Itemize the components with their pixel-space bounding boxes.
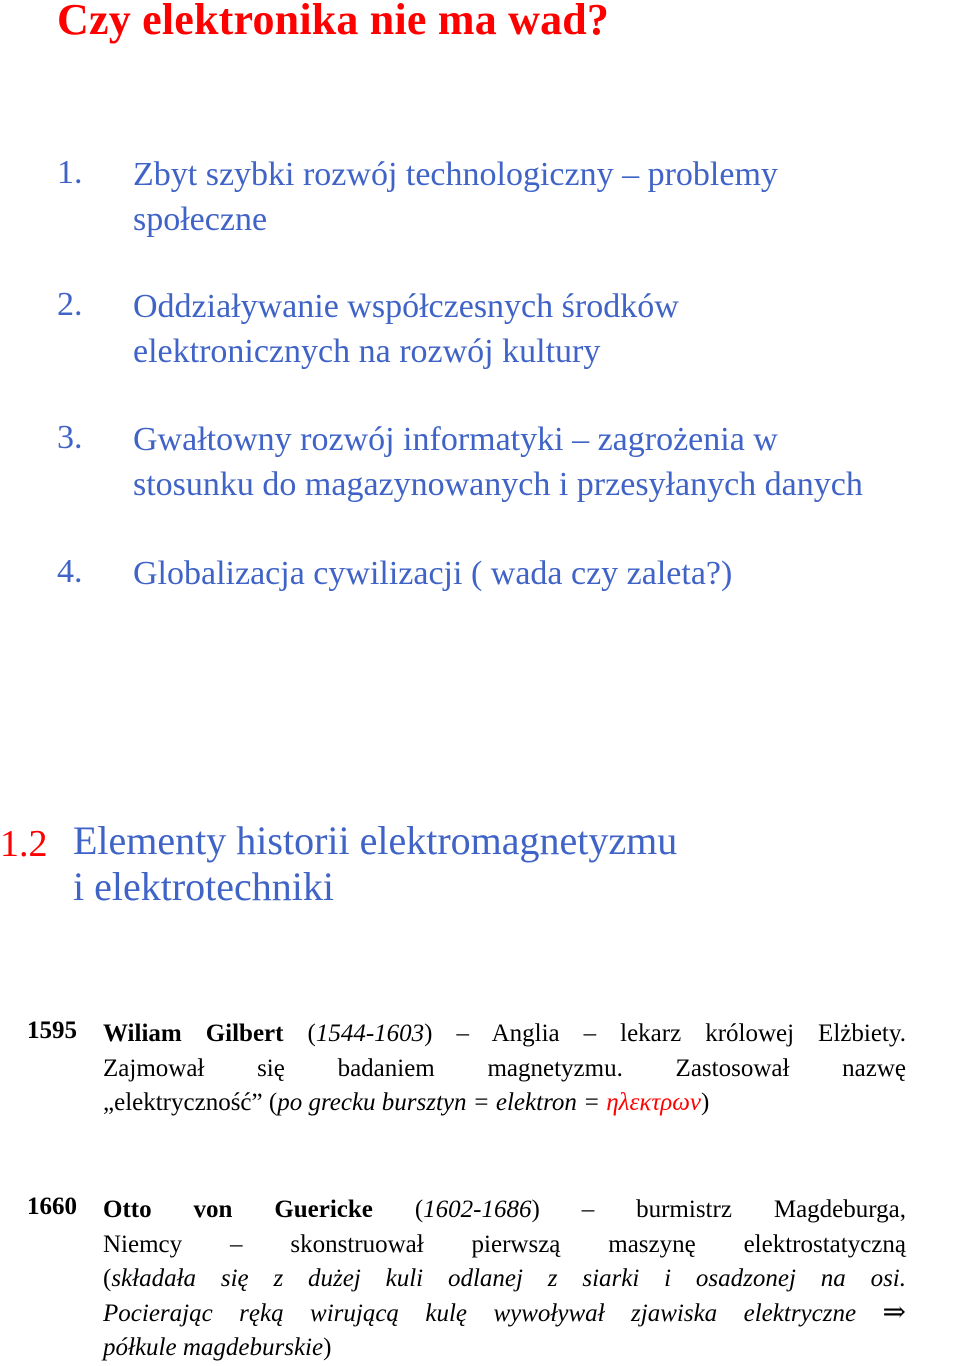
section-number: 1.2	[0, 823, 48, 865]
person-name: Wiliam Gilbert	[103, 1020, 284, 1047]
list-item	[133, 551, 732, 596]
entry-line: Wiliam Gilbert (1544-1603) – Anglia – lekarz królowej Elżbiety.	[103, 1020, 906, 1047]
greek-word: ηλεκτρων	[606, 1089, 702, 1116]
list-item-line: Zbyt szybki rozwój technologiczny – problemy	[133, 156, 778, 193]
list-item-number: 4.	[57, 553, 83, 590]
list-item-line: Gwałtowny rozwój informatyki – zagrożenia w	[133, 421, 778, 458]
list-item-number: 2.	[57, 286, 83, 323]
entry-line	[103, 1297, 906, 1332]
closing-paren: )	[701, 1089, 710, 1116]
entry-text	[103, 1193, 906, 1366]
list-item	[133, 284, 679, 374]
list-item-number: 3.	[57, 419, 83, 456]
opening-paren: (	[103, 1265, 112, 1292]
implies-arrow-icon: ⇒	[882, 1296, 906, 1328]
list-item-line: Globalizacja cywilizacji ( wada czy zaleta?)	[133, 555, 733, 592]
entry-line	[103, 1331, 906, 1366]
entry-line: Zajmował się badaniem magnetyzmu. Zastosował nazwę	[103, 1054, 906, 1082]
entry-italic-text: półkule magdeburskie	[103, 1334, 324, 1361]
closing-paren: )	[323, 1334, 332, 1361]
entry-line	[103, 1086, 906, 1121]
entry-italic-text: składała się z dużej kuli odlanej z siarki i osadzonej na osi.	[111, 1265, 906, 1292]
entry-description: – Anglia – lekarz królowej Elżbiety.	[456, 1020, 906, 1047]
section-title-line: Elementy historii elektromagnetyzmu	[73, 818, 678, 863]
entry-year: 1660	[27, 1193, 77, 1220]
section-title	[73, 818, 677, 910]
list-item-line: stosunku do magazynowanych i przesyłanych danych	[133, 466, 863, 503]
entry-italic-text: Pocierając ręką wirującą kulę wywoływał zjawiska elektryczne	[103, 1299, 857, 1327]
list-item-number: 1.	[57, 154, 83, 191]
entry-description: – burmistrz Magdeburga,	[581, 1196, 906, 1223]
entry-line	[103, 1262, 906, 1297]
entry-text	[103, 1017, 906, 1121]
entry-line: Niemcy – skonstruował pierwszą maszynę elektrostatyczną	[103, 1230, 906, 1258]
list-item	[133, 417, 863, 507]
entry-line: Otto von Guericke (1602-1686) – burmistrz Magdeburga,	[103, 1196, 906, 1223]
entry-text-span: „elektryczność” (	[103, 1089, 278, 1116]
page-title: Czy elektronika nie ma wad?	[57, 0, 610, 44]
entry-italic-text: po grecku bursztyn = elektron =	[277, 1089, 607, 1116]
entry-year: 1595	[27, 1017, 77, 1044]
list-item-line: elektronicznych na rozwój kultury	[133, 333, 601, 370]
list-item	[133, 152, 778, 242]
list-item-line: Oddziaływanie współczesnych środków	[133, 288, 679, 325]
person-name: Otto von Guericke	[103, 1196, 373, 1223]
life-dates: 1602-1686	[423, 1196, 532, 1223]
list-item-line: społeczne	[133, 201, 268, 238]
life-dates: 1544-1603	[315, 1020, 425, 1047]
section-title-line: i elektrotechniki	[73, 864, 335, 909]
